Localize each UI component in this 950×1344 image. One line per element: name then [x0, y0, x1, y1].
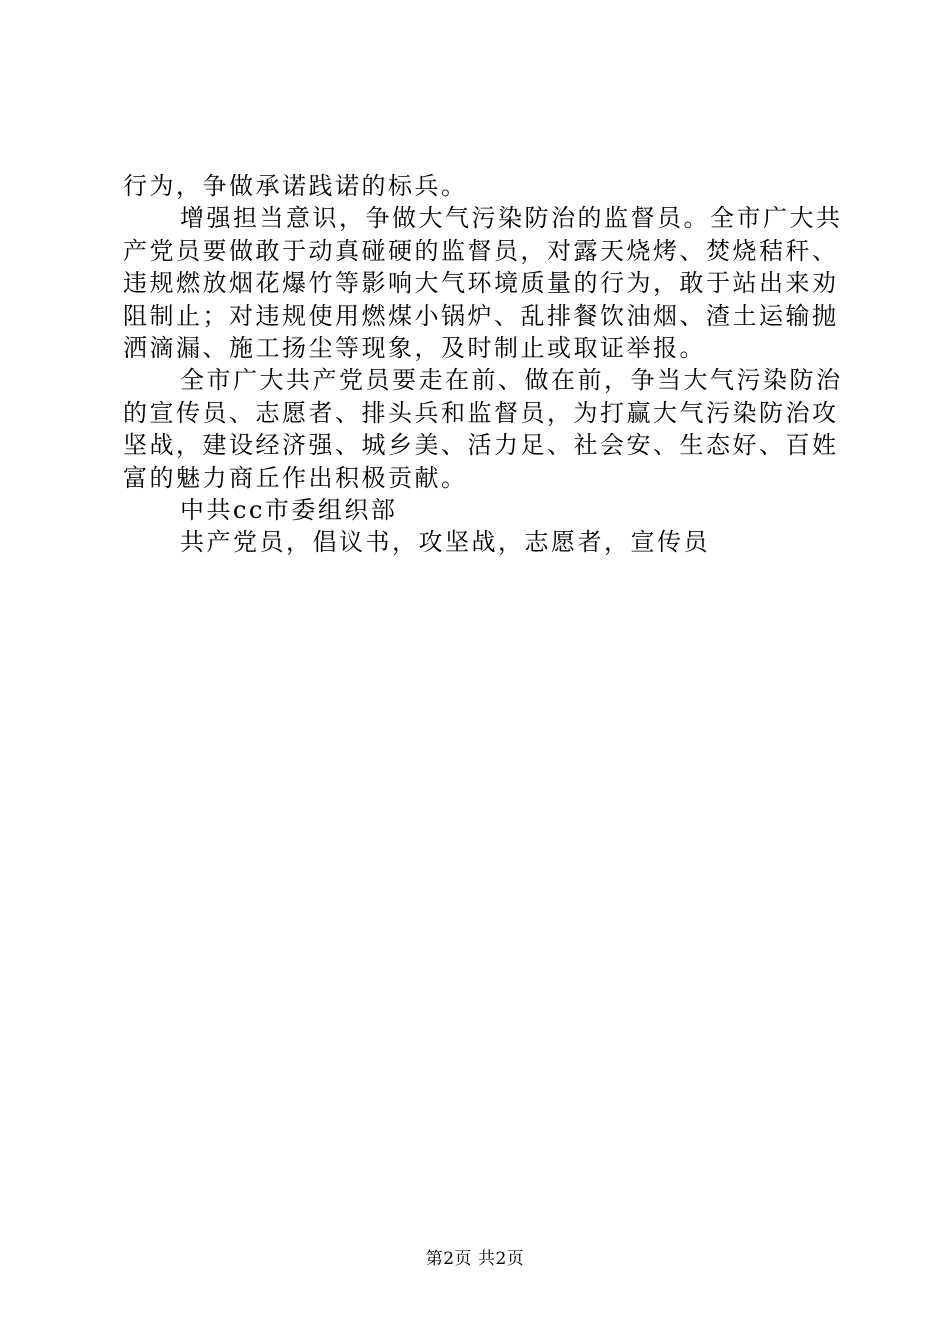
keywords-line: 共产党员，倡议书，攻坚战，志愿者，宣传员: [180, 528, 710, 557]
signature-line: 中共cc市委组织部: [180, 496, 398, 525]
text-line: 行为，争做承诺践诺的标兵。: [123, 172, 468, 200]
text-line: 洒滴漏、施工扬尘等现象，及时制止或取证举报。: [123, 334, 706, 363]
page-footer: 第2页 共2页: [425, 1249, 525, 1269]
paragraph-start-line: 全市广大共产党员要走在前、做在前，争当大气污染防治: [180, 366, 843, 395]
text-line: 违规燃放烟花爆竹等影响大气环境质量的行为，敢于站出来劝: [123, 269, 839, 298]
text-line: 富的魅力商丘作出积极贡献。: [123, 463, 468, 492]
text-line: 阻制止；对违规使用燃煤小锅炉、乱排餐饮油烟、渣土运输抛: [123, 301, 839, 330]
text-line: 产党员要做敢于动真碰硬的监督员，对露天烧烤、焚烧秸秆、: [123, 236, 839, 265]
paragraph-start-line: 增强担当意识，争做大气污染防治的监督员。全市广大共: [180, 204, 843, 233]
text-line: 的宣传员、志愿者、排头兵和监督员，为打赢大气污染防治攻: [123, 398, 839, 427]
text-line: 坚战，建设经济强、城乡美、活力足、社会安、生态好、百姓: [123, 431, 839, 460]
document-body: [123, 170, 843, 559]
